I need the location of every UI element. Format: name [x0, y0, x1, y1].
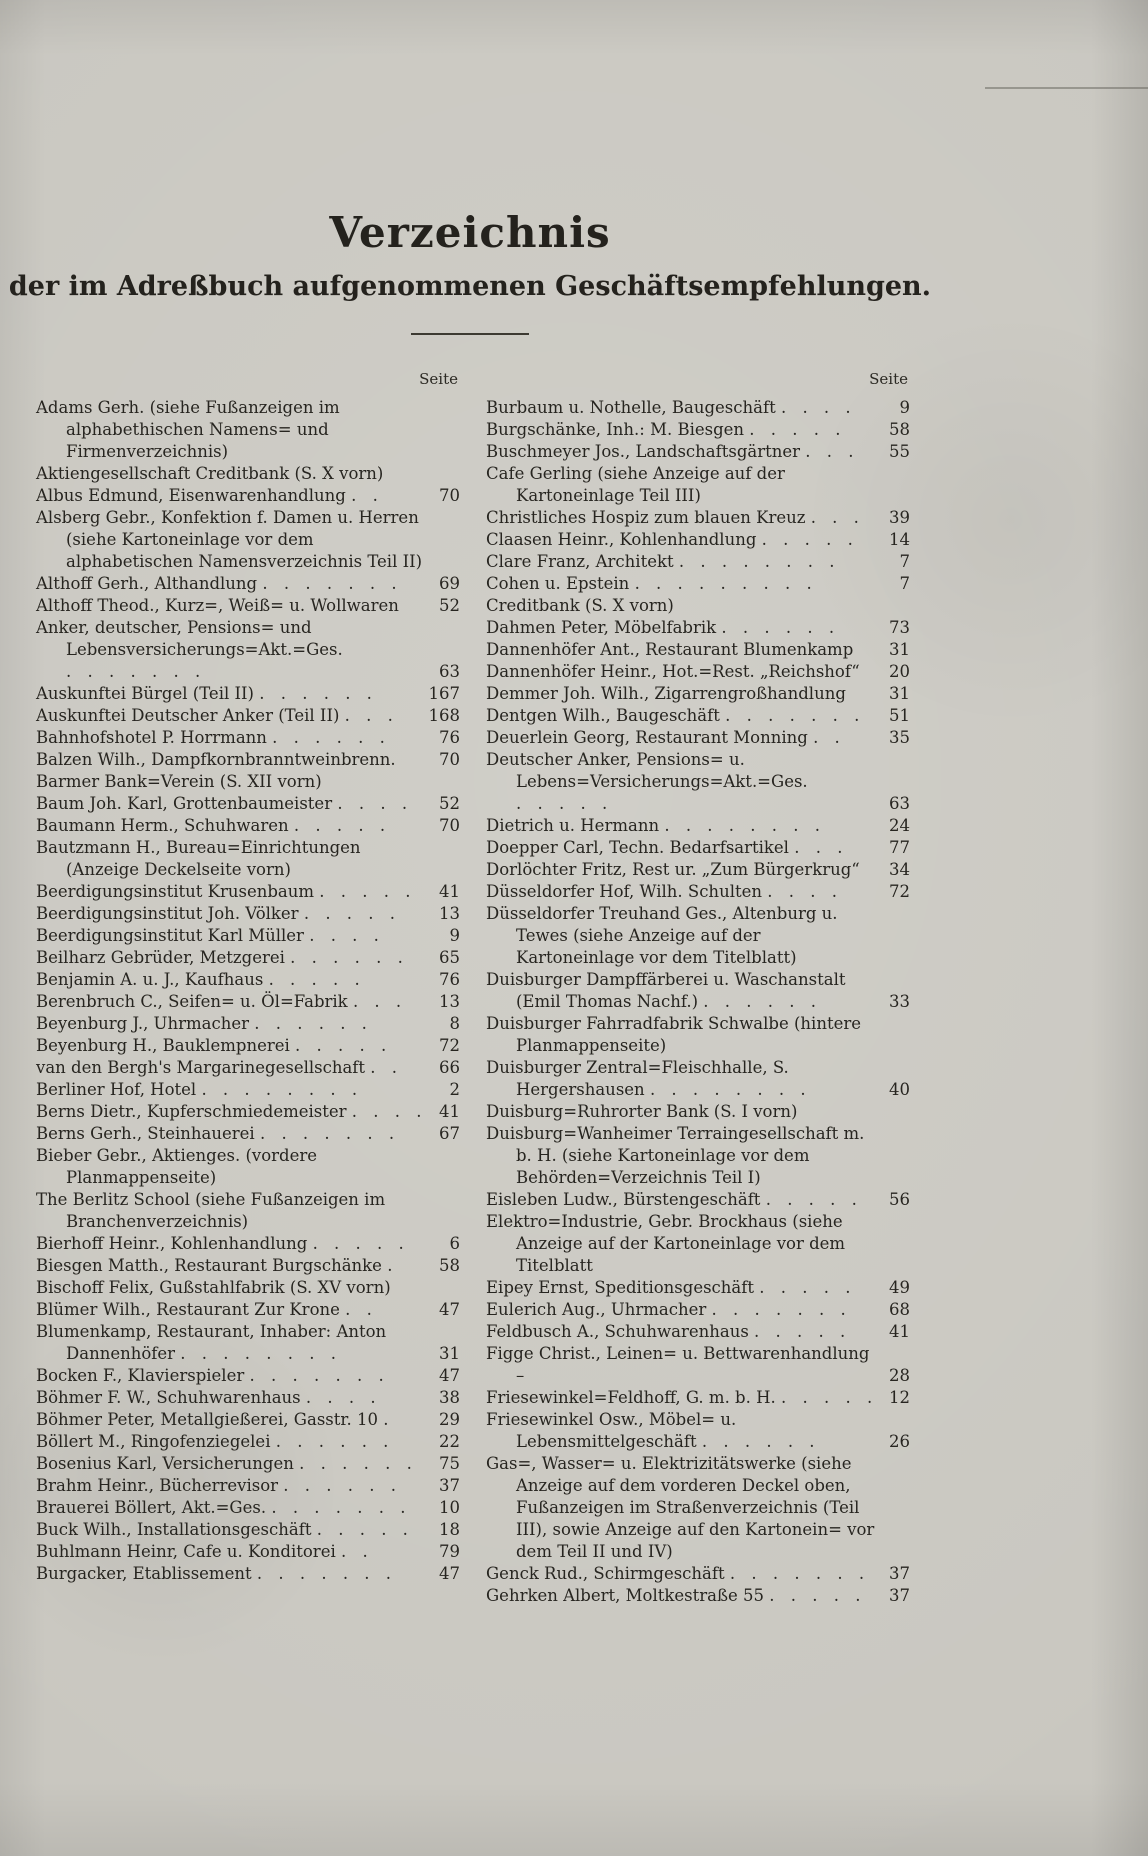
directory-entry: [36, 727, 460, 749]
entry-text: Elektro=Industrie, Gebr. Brockhaus (siehe Anzeige auf der Kartoneinlage vor dem Titelblatt: [486, 1212, 846, 1275]
dot-leader: . . . . .: [293, 816, 389, 835]
entry-text: Dorlöchter Fritz, Rest ur. „Zum Bürgerkrug“: [486, 860, 860, 879]
dot-leader: . .: [340, 1542, 371, 1561]
entry-page-number: 7: [899, 552, 910, 571]
directory-entry: [486, 881, 910, 903]
directory-entry: [36, 1365, 460, 1387]
dot-leader: . . . . .: [765, 1190, 860, 1209]
entry-page-number: 41: [889, 1322, 910, 1341]
entry-text: Berns Gerh., Steinhauerei: [36, 1124, 255, 1143]
directory-entry: [36, 903, 460, 925]
directory-entry: [486, 1299, 910, 1321]
entry-text: Friesewinkel=Feldhoff, G. m. b. H.: [486, 1388, 776, 1407]
entry-page-number: 52: [439, 596, 460, 615]
dot-leader: . .: [351, 486, 381, 505]
directory-entry: [36, 617, 460, 683]
directory-entry: [36, 1255, 460, 1277]
entry-page-number: 38: [439, 1388, 460, 1407]
dot-leader: . . . . . .: [254, 1014, 370, 1033]
directory-entry: [486, 617, 910, 639]
dot-leader: . . . . .: [749, 420, 844, 439]
entry-text: Demmer Joh. Wilh., Zigarrengroßhandlung: [486, 684, 846, 703]
entry-page-number: 63: [439, 662, 460, 681]
dot-leader: . . . . . . .: [262, 574, 400, 593]
page-header: [0, 208, 940, 302]
dot-leader: .: [383, 1410, 392, 1429]
directory-entry: [36, 881, 460, 903]
entry-text: Düsseldorfer Hof, Wilh. Schulten: [486, 882, 762, 901]
entry-text: Eisleben Ludw., Bürstengeschäft: [486, 1190, 761, 1209]
page-title: Verzeichnis: [329, 208, 611, 257]
entry-text: Clare Franz, Architekt: [486, 552, 674, 571]
entry-page-number: 56: [889, 1190, 910, 1209]
dot-leader: . . . . . .: [259, 684, 375, 703]
dot-leader: . . . . .: [769, 1586, 864, 1605]
entry-page-number: 73: [889, 618, 910, 637]
entry-text: Bierhoff Heinr., Kohlenhandlung: [36, 1234, 308, 1253]
entry-text: Beilharz Gebrüder, Metzgerei: [36, 948, 285, 967]
dot-leader: . . . . . .: [299, 1454, 415, 1473]
entry-page-number: 34: [889, 860, 910, 879]
directory-entry: [36, 1277, 460, 1299]
entry-text: The Berlitz School (siehe Fußanzeigen im Branchenverzeichnis): [36, 1190, 386, 1231]
entry-page-number: 70: [439, 750, 460, 769]
entry-page-number: 168: [428, 706, 460, 725]
dot-leader: . . . . .: [759, 1278, 854, 1297]
entry-text: Barmer Bank=Verein (S. XII vorn): [36, 772, 322, 791]
entry-text: Figge Christ., Leinen= u. Bettwarenhandlung: [486, 1344, 870, 1363]
dot-leader: . . . . . . . . .: [634, 574, 815, 593]
dot-leader: . . . .: [305, 1388, 379, 1407]
directory-entry: [36, 1035, 460, 1057]
entry-text: Eipey Ernst, Speditionsgeschäft: [486, 1278, 755, 1297]
directory-entry: [486, 749, 910, 815]
dot-leader: . . . . . . .: [256, 1564, 395, 1583]
entry-page-number: 20: [889, 662, 910, 681]
dot-leader: . . . . . .: [721, 618, 838, 637]
entry-text: Genck Rud., Schirmgeschäft: [486, 1564, 725, 1583]
entry-text: Dietrich u. Hermann: [486, 816, 660, 835]
entry-text: Anker, deutscher, Pensions= und Lebensversicherungs=Akt.=Ges.: [36, 618, 343, 659]
entry-page-number: 52: [439, 794, 460, 813]
entry-text: Buschmeyer Jos., Landschaftsgärtner: [486, 442, 801, 461]
entry-page-number: 22: [439, 1432, 460, 1451]
dot-leader: . . . . . . . .: [664, 816, 824, 835]
entry-text: Bocken F., Klavierspieler: [36, 1366, 245, 1385]
directory-entry: [36, 749, 460, 771]
directory-column-right: [486, 370, 910, 1607]
entry-page-number: 6: [449, 1234, 460, 1253]
entry-page-number: 51: [889, 706, 910, 725]
entry-page-number: 70: [439, 486, 460, 505]
directory-entry: [486, 727, 910, 749]
entry-page-number: 35: [889, 728, 910, 747]
entry-page-number: 14: [889, 530, 910, 549]
dot-leader: . . . . . . .: [725, 706, 863, 725]
entry-text: Cohen u. Epstein: [486, 574, 630, 593]
dot-leader: . .: [345, 1300, 375, 1319]
entry-text: Beerdigungsinstitut Krusenbaum: [36, 882, 315, 901]
entry-text: Brahm Heinr., Bücherrevisor: [36, 1476, 279, 1495]
directory-entry: [36, 991, 460, 1013]
directory-entry: [36, 573, 460, 595]
entry-text: Duisburger Fahrradfabrik Schwalbe (hintere Planmappenseite): [486, 1014, 862, 1055]
entry-text: Duisburg=Ruhrorter Bank (S. I vorn): [486, 1102, 798, 1121]
entry-text: Alsberg Gebr., Konfektion f. Damen u. Herren (siehe Kartoneinlage vor dem alphabetischen Namensverzeichnis Teil II): [36, 508, 423, 571]
entry-text: Baumann Herm., Schuhwaren: [36, 816, 289, 835]
dot-leader: . . . . . . .: [66, 662, 204, 681]
directory-entry: [486, 1343, 910, 1387]
directory-entry: [36, 1233, 460, 1255]
directory-entry: [486, 661, 910, 683]
dot-leader: . . . . .: [303, 904, 399, 923]
entry-page-number: 31: [889, 684, 910, 703]
directory-entry: [36, 1123, 460, 1145]
directory-entry: [486, 397, 910, 419]
entry-page-number: 75: [439, 1454, 460, 1473]
directory-entry: [486, 1189, 910, 1211]
dot-leader: . . .: [344, 706, 396, 725]
directory-entry: [36, 925, 460, 947]
entry-text: Benjamin A. u. J., Kaufhaus: [36, 970, 264, 989]
entry-text: Beerdigungsinstitut Karl Müller: [36, 926, 304, 945]
directory-entry: [486, 969, 910, 1013]
entry-text: Deutscher Anker, Pensions= u. Lebens=Versicherungs=Akt.=Ges.: [486, 750, 808, 791]
dot-leader: . . . .: [351, 1102, 425, 1121]
entry-page-number: 47: [439, 1564, 460, 1583]
dot-leader: . . . . .: [516, 794, 611, 813]
entry-text: Dentgen Wilh., Baugeschäft: [486, 706, 720, 725]
entry-text: Eulerich Aug., Uhrmacher: [486, 1300, 707, 1319]
directory-entry: [486, 551, 910, 573]
entry-text: Althoff Gerh., Althandlung: [36, 574, 258, 593]
directory-entry: [486, 815, 910, 837]
entry-text: Duisburger Zentral=Fleischhalle, S. Hergershausen: [486, 1058, 789, 1099]
entry-text: Düsseldorfer Treuhand Ges., Altenburg u. Tewes (siehe Anzeige auf der Kartoneinlage vor dem Titelblatt): [486, 904, 838, 967]
entry-text: Berenbruch C., Seifen= u. Öl=Fabrik: [36, 992, 348, 1011]
entry-page-number: 47: [439, 1366, 460, 1385]
dot-leader: . . . . . . .: [711, 1300, 849, 1319]
directory-entry: [36, 1189, 460, 1233]
dot-leader: . . . . . .: [701, 1432, 818, 1451]
dot-leader: . . .: [805, 442, 857, 461]
dot-leader: . . .: [794, 838, 846, 857]
entry-page-number: 9: [899, 398, 910, 417]
directory-entry: [36, 815, 460, 837]
directory-entry: [36, 1475, 460, 1497]
directory-entry: [486, 419, 910, 441]
entry-page-number: 29: [439, 1410, 460, 1429]
directory-entry: [486, 1453, 910, 1563]
entry-text: Bahnhofshotel P. Horrmann: [36, 728, 267, 747]
directory-entry: [36, 1057, 460, 1079]
entry-page-number: 28: [889, 1366, 910, 1385]
directory-entry: [36, 837, 460, 881]
directory-entry: [36, 1013, 460, 1035]
directory-entry: [486, 573, 910, 595]
entry-text: Friesewinkel Osw., Möbel= u. Lebensmittelgeschäft: [486, 1410, 737, 1451]
directory-entry: [486, 463, 910, 507]
directory-entry: [486, 595, 910, 617]
entry-text: Albus Edmund, Eisenwarenhandlung: [36, 486, 346, 505]
dot-leader: . . . . .: [268, 970, 363, 989]
entry-text: Duisburger Dampffärberei u. Waschanstalt (Emil Thomas Nachf.): [486, 970, 846, 1011]
entry-text: Dannenhöfer Ant., Restaurant Blumenkamp: [486, 640, 854, 659]
directory-entry: [36, 1321, 460, 1365]
directory-entry: [36, 1431, 460, 1453]
directory-entry: [36, 1497, 460, 1519]
entry-text: Cafe Gerling (siehe Anzeige auf der Kartoneinlage Teil III): [486, 464, 785, 505]
entry-text: Auskunftei Bürgel (Teil II): [36, 684, 254, 703]
entry-page-number: 7: [899, 574, 910, 593]
entry-text: Doepper Carl, Techn. Bedarfsartikel: [486, 838, 789, 857]
entry-text: Burgacker, Etablissement: [36, 1564, 252, 1583]
entry-page-number: 76: [439, 970, 460, 989]
entry-text: Burgschänke, Inh.: M. Biesgen: [486, 420, 745, 439]
entry-page-number: 40: [889, 1080, 910, 1099]
entry-page-number: 72: [889, 882, 910, 901]
directory-entry: [36, 595, 460, 617]
directory-column-left: [36, 370, 460, 1585]
dot-leader: . . . .: [337, 794, 411, 813]
dot-leader: . . . . .: [316, 1520, 411, 1539]
dot-leader: . . . . .: [319, 882, 414, 901]
dot-leader: . .: [370, 1058, 401, 1077]
directory-entry: [36, 1299, 460, 1321]
entry-page-number: 31: [439, 1344, 460, 1363]
entry-page-number: 13: [439, 992, 460, 1011]
entry-page-number: 13: [439, 904, 460, 923]
directory-entry: [36, 1101, 460, 1123]
directory-entry: [486, 1563, 910, 1585]
entry-page-number: 67: [439, 1124, 460, 1143]
entry-page-number: 77: [889, 838, 910, 857]
dot-leader: . . . . . . .: [249, 1366, 387, 1385]
entry-page-number: 39: [889, 508, 910, 527]
directory-entry: [36, 397, 460, 463]
directory-entry: [486, 1057, 910, 1101]
directory-entry: [486, 837, 910, 859]
entries-left: [36, 397, 460, 1585]
entry-text: Althoff Theod., Kurz=, Weiß= u. Wollwaren: [36, 596, 399, 615]
entry-page-number: 167: [428, 684, 460, 703]
directory-entry: [486, 859, 910, 881]
directory-entry: [36, 793, 460, 815]
entry-page-number: 79: [439, 1542, 460, 1561]
entry-page-number: 65: [439, 948, 460, 967]
entry-text: Bischoff Felix, Gußstahlfabrik (S. XV vorn): [36, 1278, 391, 1297]
directory-entry: [486, 1123, 910, 1189]
entry-text: Auskunftei Deutscher Anker (Teil II): [36, 706, 340, 725]
dot-leader: . . . . .: [761, 530, 856, 549]
directory-entry: [486, 705, 910, 727]
directory-entry: [486, 1321, 910, 1343]
entry-text: Berns Dietr., Kupferschmiedemeister: [36, 1102, 347, 1121]
directory-entry: [36, 1563, 460, 1585]
entry-page-number: 2: [449, 1080, 460, 1099]
page-column-label-right: Seite: [869, 370, 908, 388]
dot-leader: . .: [813, 728, 843, 747]
dot-leader: . . . . . .: [283, 1476, 399, 1495]
dot-leader: . . . .: [309, 926, 382, 945]
entry-page-number: 47: [439, 1300, 460, 1319]
entry-page-number: 37: [439, 1476, 460, 1495]
entries-right: [486, 397, 910, 1607]
dot-leader: . . . . . . .: [259, 1124, 398, 1143]
entry-page-number: 68: [889, 1300, 910, 1319]
entry-page-number: 24: [889, 816, 910, 835]
directory-entry: [486, 507, 910, 529]
directory-entry: [486, 1277, 910, 1299]
directory-entry: [36, 705, 460, 727]
dot-leader: –: [516, 1366, 528, 1385]
entry-page-number: 10: [439, 1498, 460, 1517]
dot-leader: . . . . . . .: [271, 1498, 409, 1517]
entry-text: Böllert M., Ringofenziegelei: [36, 1432, 271, 1451]
directory-entry: [486, 1387, 910, 1409]
entry-text: Baum Joh. Karl, Grottenbaumeister: [36, 794, 333, 813]
directory-entry: [486, 1585, 910, 1607]
entry-text: Böhmer F. W., Schuhwarenhaus: [36, 1388, 301, 1407]
entry-page-number: 37: [889, 1564, 910, 1583]
entry-page-number: 18: [439, 1520, 460, 1539]
entry-text: Feldbusch A., Schuhwarenhaus: [486, 1322, 749, 1341]
dot-leader: . . . . . . . .: [678, 552, 838, 571]
entry-page-number: 63: [889, 794, 910, 813]
entry-text: Deuerlein Georg, Restaurant Monning: [486, 728, 808, 747]
dot-leader: . . . . .: [312, 1234, 407, 1253]
directory-entry: [36, 771, 460, 793]
dot-leader: .: [387, 1256, 396, 1275]
dot-leader: . . . . .: [754, 1322, 849, 1341]
entry-page-number: 33: [889, 992, 910, 1011]
directory-entry: [486, 1013, 910, 1057]
directory-entry: [36, 947, 460, 969]
dot-leader: . . . . .: [295, 1036, 390, 1055]
entry-text: Blümer Wilh., Restaurant Zur Krone: [36, 1300, 340, 1319]
dot-leader: . . . .: [780, 398, 854, 417]
entry-text: Dannenhöfer Heinr., Hot.=Rest. „Reichshof“: [486, 662, 860, 681]
dot-leader: . . .: [352, 992, 405, 1011]
dot-leader: . . . . . .: [703, 992, 819, 1011]
directory-entry: [36, 683, 460, 705]
entry-text: Beyenburg J., Uhrmacher: [36, 1014, 249, 1033]
directory-entry: [36, 463, 460, 485]
entry-page-number: 66: [439, 1058, 460, 1077]
dot-leader: . . . . . .: [290, 948, 406, 967]
entry-page-number: 76: [439, 728, 460, 747]
entry-text: Creditbank (S. X vorn): [486, 596, 674, 615]
directory-entry: [36, 507, 460, 573]
entry-text: Bieber Gebr., Aktienges. (vordere Planmappenseite): [36, 1146, 317, 1187]
directory-entry: [486, 1101, 910, 1123]
dot-leader: . . . . . .: [272, 728, 388, 747]
entry-text: Claasen Heinr., Kohlenhandlung: [486, 530, 757, 549]
directory-entry: [486, 683, 910, 705]
entry-text: Beerdigungsinstitut Joh. Völker: [36, 904, 299, 923]
entry-text: Dahmen Peter, Möbelfabrik: [486, 618, 717, 637]
scan-edge-artifact: [985, 87, 1148, 89]
directory-entry: [36, 1145, 460, 1189]
directory-entry: [486, 639, 910, 661]
entry-text: Burbaum u. Nothelle, Baugeschäft: [486, 398, 776, 417]
title-divider: [411, 333, 529, 335]
entry-text: Gehrken Albert, Moltkestraße 55: [486, 1586, 764, 1605]
directory-entry: [36, 1519, 460, 1541]
entry-text: Adams Gerh. (siehe Fußanzeigen im alphabethischen Namens= und Firmenverzeichnis): [36, 398, 340, 461]
dot-leader: . . . . . . .: [729, 1564, 868, 1583]
entry-text: Buck Wilh., Installationsgeschäft: [36, 1520, 312, 1539]
entry-text: van den Bergh's Margarinegesellschaft: [36, 1058, 366, 1077]
dot-leader: . . . . . . . .: [180, 1344, 339, 1363]
entry-page-number: 41: [439, 1102, 460, 1121]
dot-leader: . . . . . . . .: [201, 1080, 361, 1099]
entry-text: Biesgen Matth., Restaurant Burgschänke: [36, 1256, 382, 1275]
entry-page-number: 58: [889, 420, 910, 439]
directory-entry: [486, 441, 910, 463]
entry-page-number: 8: [449, 1014, 460, 1033]
directory-entry: [36, 969, 460, 991]
entry-text: Gas=, Wasser= u. Elektrizitätswerke (siehe Anzeige auf dem vorderen Deckel oben, Fußanzeigen im Straßenverzeichnis (Teil III), sowie Anzeige auf den Kartonein= vor dem Teil II und IV): [486, 1454, 875, 1561]
entry-text: Berliner Hof, Hotel: [36, 1080, 197, 1099]
dot-leader: . . .: [810, 508, 862, 527]
entry-text: Duisburg=Wanheimer Terraingesellschaft m. b. H. (siehe Kartoneinlage vor dem Behörden=Verzeichnis Teil I): [486, 1124, 865, 1187]
page-column-label-left: Seite: [419, 370, 458, 388]
directory-entry: [486, 1211, 910, 1277]
entry-page-number: 37: [889, 1586, 910, 1605]
entry-text: Brauerei Böllert, Akt.=Ges.: [36, 1498, 267, 1517]
directory-entry: [36, 1409, 460, 1431]
directory-entry: [486, 903, 910, 969]
entry-page-number: 69: [439, 574, 460, 593]
dot-leader: . . . . . .: [275, 1432, 392, 1451]
page-subtitle: der im Adreßbuch aufgenommenen Geschäftsempfehlungen.: [8, 271, 932, 302]
dot-leader: . . . .: [767, 882, 840, 901]
entry-text: Böhmer Peter, Metallgießerei, Gasstr. 10: [36, 1410, 378, 1429]
entry-page-number: 41: [439, 882, 460, 901]
directory-entry: [486, 529, 910, 551]
directory-entry: [36, 485, 460, 507]
entry-text: Aktiengesellschaft Creditbank (S. X vorn): [36, 464, 384, 483]
entry-page-number: 70: [439, 816, 460, 835]
directory-entry: [486, 1409, 910, 1453]
dot-leader: . . . . .: [781, 1388, 876, 1407]
directory-entry: [36, 1387, 460, 1409]
entry-text: Bosenius Karl, Versicherungen: [36, 1454, 294, 1473]
entry-text: Blumenkamp, Restaurant, Inhaber: Anton Dannenhöfer: [36, 1322, 387, 1363]
entry-text: Balzen Wilh., Dampfkornbranntweinbrenn.: [36, 750, 396, 769]
entry-page-number: 12: [889, 1388, 910, 1407]
entry-page-number: 31: [889, 640, 910, 659]
directory-entry: [36, 1541, 460, 1563]
directory-entry: [36, 1079, 460, 1101]
entry-text: Buhlmann Heinr, Cafe u. Konditorei: [36, 1542, 336, 1561]
directory-entry: [36, 1453, 460, 1475]
entry-page-number: 58: [439, 1256, 460, 1275]
dot-leader: . . . . . . . .: [649, 1080, 809, 1099]
entry-page-number: 9: [449, 926, 460, 945]
entry-page-number: 49: [889, 1278, 910, 1297]
entry-page-number: 26: [889, 1432, 910, 1451]
entry-text: Beyenburg H., Bauklempnerei: [36, 1036, 290, 1055]
entry-text: Bautzmann H., Bureau=Einrichtungen (Anzeige Deckelseite vorn): [36, 838, 361, 879]
entry-page-number: 72: [439, 1036, 460, 1055]
entry-page-number: 55: [889, 442, 910, 461]
entry-text: Christliches Hospiz zum blauen Kreuz: [486, 508, 806, 527]
